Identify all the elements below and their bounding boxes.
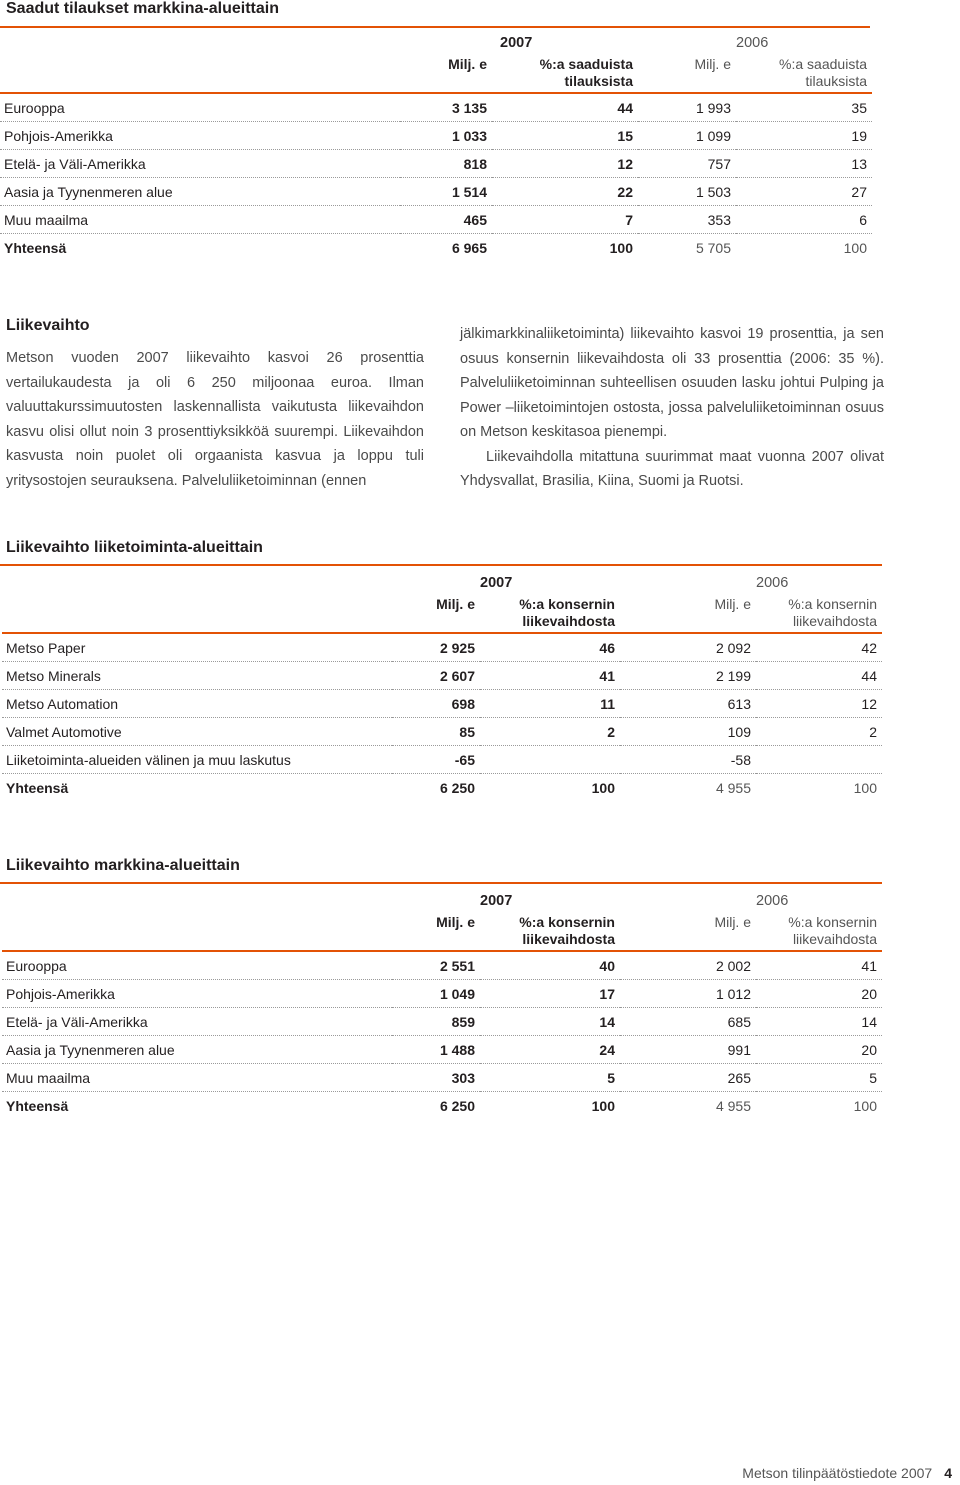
orders-year-2006: 2006 [736,35,769,51]
value-2006: 353 [638,206,736,234]
markets-col-milj-2006: Milj. e [620,914,756,951]
pct-2006: 100 [853,779,877,796]
pct-2006: 13 [736,150,872,178]
value-2007: 6 965 [451,239,487,256]
pct-2007: 41 [480,662,620,690]
table-row [2,633,882,662]
pct-2006: 41 [756,951,882,980]
value-2006: 265 [620,1064,756,1092]
pct-2007: 100 [609,239,633,256]
row-label: Metso Paper [2,633,392,662]
value-2006: 1 503 [638,178,736,206]
pct-2007: 44 [492,93,638,122]
row-label: Aasia ja Tyynenmeren alue [2,1036,392,1064]
segments-year-2006: 2006 [756,575,789,591]
value-2006: 991 [620,1036,756,1064]
row-label: Muu maailma [0,206,400,234]
row-label: Valmet Automotive [2,718,392,746]
page-footer [742,1465,952,1481]
orders-title: Saadut tilaukset markkina-alueittain [6,0,279,17]
value-2006: 4 955 [715,779,751,796]
value-2007: 1 514 [400,178,492,206]
table-row [2,746,882,774]
value-2007: 6 250 [439,779,475,796]
markets-col-milj-2007: Milj. e [392,914,480,951]
pct-2006: 27 [736,178,872,206]
pct-2007: 11 [480,690,620,718]
markets-year-2006: 2006 [756,893,789,909]
table-row [0,93,872,122]
pct-2007: 17 [480,980,620,1008]
pct-2006: 19 [736,122,872,150]
pct-2006: 42 [756,633,882,662]
value-2007: 1 049 [392,980,480,1008]
pct-2007: 40 [480,951,620,980]
orders-col-pct-2007: %:a saaduista tilauksista [492,56,638,93]
table-row [0,206,872,234]
value-2006: 1 099 [638,122,736,150]
segments-year-2007: 2007 [480,575,513,591]
pct-2006: 44 [756,662,882,690]
row-label: Metso Minerals [2,662,392,690]
table-row [2,1008,882,1036]
value-2006: 1 012 [620,980,756,1008]
segments-col-milj-2007: Milj. e [392,596,480,633]
value-2006: 2 002 [620,951,756,980]
orders-table [0,30,872,261]
row-label: Yhteensä [4,239,67,256]
pct-2007: 24 [480,1036,620,1064]
pct-2006: 100 [843,239,867,256]
text-paragraph: Metson vuoden 2007 liikevaihto kasvoi 26 prosenttia vertailukaudesta ja oli 6 250 miljoonaa euroa. Ilman valuuttakurssimuutosten laskennallista vaikutusta liikevaihdon kasvu olisi ollut noin 3 prosenttiyksikköä suurempi. Liikevaihdon kasvusta noin puolet oli orgaanista kasvua ja loppu tuli yritysostojen seurauksena. Palveluliiketoiminnan (ennen [6,350,424,489]
value-2007: 6 250 [439,1097,475,1114]
text-paragraph: jälkimarkkinaliiketoiminta) liikevaihto kasvoi 19 prosenttia, ja sen osuus konsernin liikevaihdosta oli 33 prosenttia (2006: 35 %). Palveluliiketoiminnan suhteellisen osuuden lasku johtui Pulping ja Power –liiketoimintojen ostosta, jossa palveluliiketoiminnan osuus on Metson keskitasoa pienempi. [460,326,884,440]
orders-col-pct-2006: %:a saaduista tilauksista [736,56,872,93]
pct-2006: 35 [736,93,872,122]
value-2007: 303 [392,1064,480,1092]
value-2007: 465 [400,206,492,234]
page-number: 4 [944,1465,952,1481]
row-label: Pohjois-Amerikka [0,122,400,150]
table-row [0,150,872,178]
pct-2007 [480,746,620,774]
value-2006: 613 [620,690,756,718]
value-2007: 698 [392,690,480,718]
markets-title-rule [0,882,882,884]
text-heading: Liikevaihto [6,317,90,334]
value-2006: 5 705 [695,239,731,256]
table-row [2,1064,882,1092]
value-2007: 2 925 [392,633,480,662]
row-label: Metso Automation [2,690,392,718]
value-2006: 4 955 [715,1097,751,1114]
table-row [0,178,872,206]
value-2006: 685 [620,1008,756,1036]
pct-2007: 12 [492,150,638,178]
segments-col-pct-2006: %:a konsernin liikevaihdosta [756,596,882,633]
table-row [2,690,882,718]
segments-title-rule [0,564,882,566]
value-2007: 859 [392,1008,480,1036]
text-column-right [460,322,884,494]
segments-col-milj-2006: Milj. e [620,596,756,633]
row-label: Yhteensä [6,1097,69,1114]
orders-year-2007: 2007 [500,35,533,51]
pct-2007: 2 [480,718,620,746]
pct-2007: 15 [492,122,638,150]
table-row [2,1036,882,1064]
table-row-total [2,1092,882,1120]
row-label: Yhteensä [6,779,69,796]
value-2006: -58 [620,746,756,774]
row-label: Etelä- ja Väli-Amerikka [0,150,400,178]
value-2007: 1 033 [400,122,492,150]
pct-2006: 20 [756,1036,882,1064]
table-row [2,718,882,746]
table-row [0,122,872,150]
table-row-total [2,774,882,802]
pct-2006: 12 [756,690,882,718]
markets-col-pct-2007: %:a konsernin liikevaihdosta [480,914,620,951]
value-2007: 85 [392,718,480,746]
value-2006: 109 [620,718,756,746]
pct-2007: 22 [492,178,638,206]
text-column-left [6,346,424,493]
segments-table [2,570,882,801]
table-row [2,980,882,1008]
value-2007: 2 607 [392,662,480,690]
pct-2007: 7 [492,206,638,234]
value-2006: 757 [638,150,736,178]
markets-title: Liikevaihto markkina-alueittain [6,857,240,874]
row-label: Aasia ja Tyynenmeren alue [0,178,400,206]
publication-name: Metson tilinpäätöstiedote 2007 [742,1465,933,1481]
orders-title-rule [0,26,870,28]
pct-2007: 100 [591,779,615,796]
value-2007: 2 551 [392,951,480,980]
pct-2006 [756,746,882,774]
pct-2006: 2 [756,718,882,746]
pct-2007: 14 [480,1008,620,1036]
markets-table [2,888,882,1119]
row-label: Muu maailma [2,1064,392,1092]
markets-year-2007: 2007 [480,893,513,909]
value-2007: -65 [392,746,480,774]
value-2006: 1 993 [638,93,736,122]
value-2007: 818 [400,150,492,178]
row-label: Liiketoiminta-alueiden välinen ja muu laskutus [2,746,392,774]
row-label: Eurooppa [2,951,392,980]
pct-2006: 6 [736,206,872,234]
pct-2006: 20 [756,980,882,1008]
value-2006: 2 199 [620,662,756,690]
table-row [2,951,882,980]
pct-2007: 46 [480,633,620,662]
orders-col-milj-2006: Milj. e [638,56,736,93]
value-2007: 3 135 [400,93,492,122]
value-2007: 1 488 [392,1036,480,1064]
row-label: Etelä- ja Väli-Amerikka [2,1008,392,1036]
row-label: Eurooppa [0,93,400,122]
pct-2007: 100 [591,1097,615,1114]
text-paragraph: Liikevaihdolla mitattuna suurimmat maat vuonna 2007 olivat Yhdysvallat, Brasilia, Kiina, Suomi ja Ruotsi. [460,448,884,489]
table-row [2,662,882,690]
value-2006: 2 092 [620,633,756,662]
orders-col-milj-2007: Milj. e [400,56,492,93]
markets-col-pct-2006: %:a konsernin liikevaihdosta [756,914,882,951]
pct-2006: 100 [853,1097,877,1114]
row-label: Pohjois-Amerikka [2,980,392,1008]
segments-col-pct-2007: %:a konsernin liikevaihdosta [480,596,620,633]
pct-2006: 14 [756,1008,882,1036]
table-row-total [0,234,872,262]
segments-title: Liikevaihto liiketoiminta-alueittain [6,539,263,556]
pct-2007: 5 [480,1064,620,1092]
pct-2006: 5 [756,1064,882,1092]
